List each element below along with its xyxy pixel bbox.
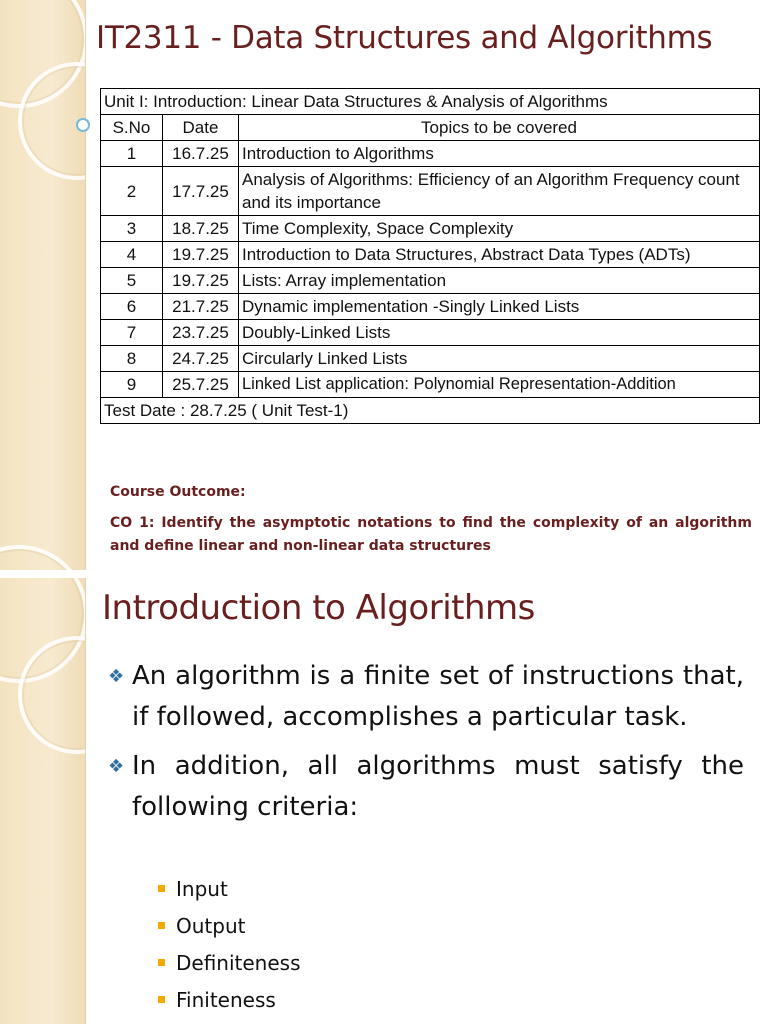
bullet-item — [104, 746, 744, 828]
schedule-table — [100, 88, 760, 424]
cell-topic: Time Complexity, Space Complexity — [239, 216, 760, 242]
criteria-text: Finiteness — [176, 988, 276, 1012]
slide-title: IT2311 - Data Structures and Algorithms — [96, 20, 713, 56]
cell-sno: 9 — [101, 372, 163, 398]
table-row — [101, 268, 760, 294]
unit-cell: Unit I: Introduction: Linear Data Structures & Analysis of Algorithms — [101, 89, 760, 115]
header-date: Date — [163, 115, 239, 141]
cell-sno: 5 — [101, 268, 163, 294]
table-row — [101, 294, 760, 320]
cell-topic: Introduction to Data Structures, Abstract Data Types (ADTs) — [239, 242, 760, 268]
cell-topic: Circularly Linked Lists — [239, 346, 760, 372]
cell-sno: 6 — [101, 294, 163, 320]
criteria-item — [156, 948, 301, 985]
side-decoration-strip — [0, 0, 86, 1024]
cell-date: 23.7.25 — [163, 320, 239, 346]
cell-topic: Lists: Array implementation — [239, 268, 760, 294]
cell-sno: 8 — [101, 346, 163, 372]
test-row — [101, 398, 760, 424]
header-topics: Topics to be covered — [239, 115, 760, 141]
cell-topic: Doubly-Linked Lists — [239, 320, 760, 346]
cell-date: 16.7.25 — [163, 141, 239, 167]
cell-topic: Linked List application: Polynomial Representation-Addition — [239, 372, 760, 398]
slide-divider — [0, 570, 768, 578]
criteria-item — [156, 874, 301, 911]
section-title: Introduction to Algorithms — [102, 588, 535, 628]
cell-sno: 3 — [101, 216, 163, 242]
bullet-text: In addition, all algorithms must satisfy the following criteria: — [132, 751, 744, 822]
cell-date: 19.7.25 — [163, 242, 239, 268]
diamond-bullet-icon: ❖ — [108, 666, 125, 687]
diamond-bullet-icon: ❖ — [108, 756, 125, 777]
square-bullet-icon — [158, 922, 165, 929]
cell-date: 18.7.25 — [163, 216, 239, 242]
cell-sno: 4 — [101, 242, 163, 268]
square-bullet-icon — [158, 959, 165, 966]
criteria-list — [156, 874, 301, 1022]
criteria-item — [156, 985, 301, 1022]
criteria-text: Output — [176, 914, 246, 938]
cell-date: 24.7.25 — [163, 346, 239, 372]
bullet-list — [104, 656, 744, 836]
cell-date: 19.7.25 — [163, 268, 239, 294]
table-row — [101, 216, 760, 242]
cell-sno: 7 — [101, 320, 163, 346]
course-outcome-label: Course Outcome: — [110, 484, 246, 500]
bullet-item — [104, 656, 744, 738]
table-row — [101, 346, 760, 372]
cell-topic: Analysis of Algorithms: Efficiency of an Algorithm Frequency count and its importance — [239, 167, 760, 216]
table-row — [101, 167, 760, 216]
cell-sno: 2 — [101, 167, 163, 216]
header-row — [101, 115, 760, 141]
test-date-cell: Test Date : 28.7.25 ( Unit Test-1) — [101, 398, 760, 424]
unit-row — [101, 89, 760, 115]
square-bullet-icon — [158, 996, 165, 1003]
cell-topic: Introduction to Algorithms — [239, 141, 760, 167]
cell-topic: Dynamic implementation -Singly Linked Lists — [239, 294, 760, 320]
header-sno: S.No — [101, 115, 163, 141]
criteria-text: Definiteness — [176, 951, 301, 975]
cell-date: 21.7.25 — [163, 294, 239, 320]
bullet-text: An algorithm is a finite set of instructions that, if followed, accomplishes a particular task. — [132, 661, 744, 732]
table-row — [101, 242, 760, 268]
criteria-text: Input — [176, 877, 228, 901]
square-bullet-icon — [158, 885, 165, 892]
table-row — [101, 372, 760, 398]
cell-date: 25.7.25 — [163, 372, 239, 398]
criteria-item — [156, 911, 301, 948]
course-outcome-text: CO 1: Identify the asymptotic notations to find the complexity of an algorithm and define linear and non-linear data structures — [110, 515, 752, 554]
cell-sno: 1 — [101, 141, 163, 167]
table-row — [101, 141, 760, 167]
cell-date: 17.7.25 — [163, 167, 239, 216]
table-row — [101, 320, 760, 346]
decor-dot — [76, 118, 90, 132]
